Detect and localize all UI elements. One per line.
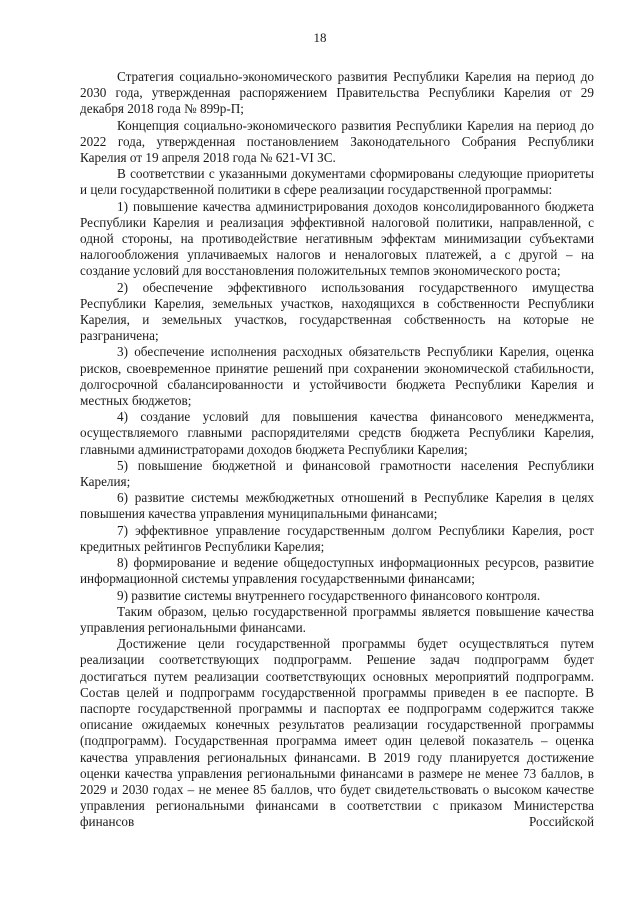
list-item-priority-3: 3) обеспечение исполнения расходных обязательств Республики Карелия, оценка рисков, своевременное принятие решений при сохранении экономической стабильности, долгосрочной сбалансированности и устойчивости бюджета Республики Карелия и местных бюджетов; bbox=[80, 344, 594, 409]
paragraph-priorities-intro: В соответствии с указанными документами сформированы следующие приоритеты и цели государственной политики в сфере реализации государственной программы: bbox=[80, 166, 594, 198]
list-item-priority-4: 4) создание условий для повышения качества финансового менеджмента, осуществляемого главными распорядителями средств бюджета Республики Карелия, главными администраторами доходов бюджета Республики Карелия; bbox=[80, 409, 594, 457]
paragraph-concept: Концепция социально-экономического развития Республики Карелия на период до 2022 года, утвержденная постановлением Законодательного Собрания Республики Карелия от 19 апреля 2018 года № 621-VI ЗС. bbox=[80, 117, 594, 166]
list-item-priority-5: 5) повышение бюджетной и финансовой грамотности населения Республики Карелия; bbox=[80, 457, 594, 490]
list-item-priority-9: 9) развитие системы внутреннего государственного финансового контроля. bbox=[117, 587, 541, 603]
list-item-priority-6: 6) развитие системы межбюджетных отношений в Республике Карелия в целях повышения качества управления муниципальными финансами; bbox=[80, 490, 594, 522]
paragraph-program-goal: Таким образом, целью государственной программы является повышение качества управления региональными финансами. bbox=[80, 603, 594, 635]
list-item-priority-8: 8) формирование и ведение общедоступных информационных ресурсов, развитие информационной системы управления государственными финансами; bbox=[80, 555, 594, 587]
paragraph-strategy: Стратегия социально-экономического развития Республики Карелия на период до 2030 года, утвержденная распоряжением Правительства Республики Карелия от 29 декабря 2018 года № 899р-П; bbox=[80, 69, 594, 117]
document-body bbox=[80, 69, 594, 831]
paragraph-goal-achievement: Достижение цели государственной программы будет осуществляться путем реализации соответствующих подпрограмм. Решение задач подпрограмм будет достигаться путем реализации соответствующих основных мероприятий подпрограмм. Состав целей и подпрограмм государственной программы приведен в ее паспорте. В паспорте государственной программы и паспортах ее подпрограмм содержится также описание ожидаемых конечных результатов реализации государственной программы (подпрограмм). Государственная программа имеет один целевой показатель – оценка качества управления региональных финансами. В 2019 году планируется достижение оценки качества управления региональными финансами в размере не менее 73 баллов, в 2029 и 2030 годах – не менее 85 баллов, что будет свидетельствовать о высоком качестве управления региональными финансами в соответствии с приказом Министерства финансов Российской bbox=[80, 636, 594, 830]
list-item-priority-2: 2) обеспечение эффективного использования государственного имущества Республики Карелия, земельных участков, находящихся в собственности Республики Карелия, и земельных участков, государственная собственность на которые не разграничена; bbox=[80, 279, 594, 344]
page-number: 18 bbox=[313, 30, 327, 45]
list-item-priority-7: 7) эффективное управление государственным долгом Республики Карелия, рост кредитных рейтингов Республики Карелия; bbox=[80, 522, 594, 554]
list-item-priority-1: 1) повышение качества администрирования доходов консолидированного бюджета Республики Карелия и реализация эффективной налоговой политики, направленной, с одной стороны, на противодействие негативным эффектам минимизации субъектами налогообложения уплачиваемых налогов и неналоговых платежей, а с другой – на создание условий для восстановления положительных темпов экономического роста; bbox=[80, 198, 594, 279]
